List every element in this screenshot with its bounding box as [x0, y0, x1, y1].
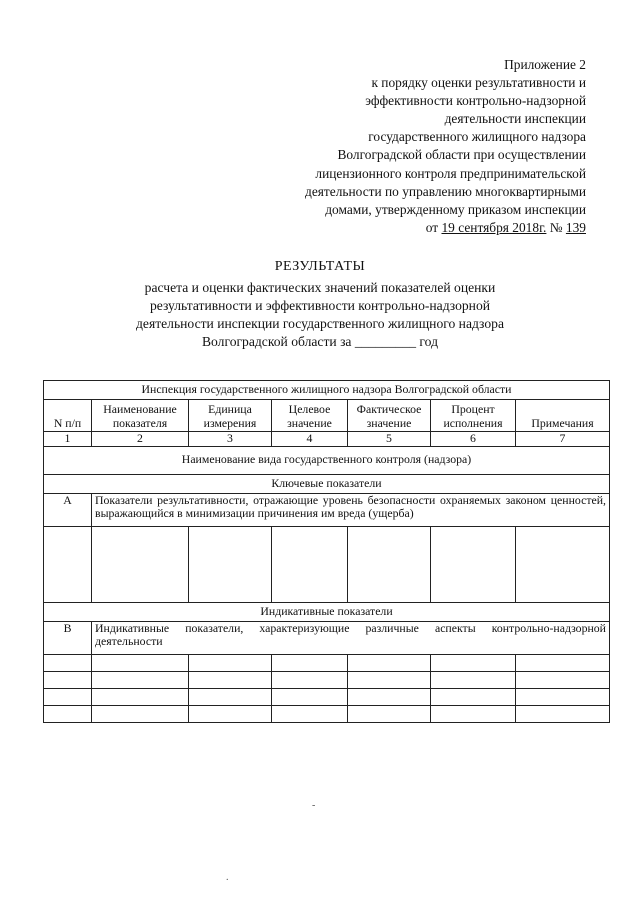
empty-cell [272, 671, 348, 688]
empty-cell [516, 526, 610, 602]
org-header-cell: Инспекция государственного жилищного надзора Волгоградской области [44, 381, 610, 400]
key-section-title: Ключевые показатели [44, 474, 610, 493]
column-header-row [44, 400, 610, 432]
col-number: 7 [516, 432, 610, 447]
indicative-section-title-row [44, 602, 610, 621]
order-number-label: № [549, 219, 563, 235]
col-header-unit: Единица измерения [189, 400, 272, 432]
empty-cell [189, 671, 272, 688]
key-section-description: Показатели результативности, отражающие уровень безопасности охраняемых законом ценностей, выражающийся в минимизации причинения им вреда (ущерба) [92, 493, 610, 526]
org-header-row [44, 381, 610, 400]
results-table [43, 380, 610, 723]
empty-cell [516, 705, 610, 722]
indicative-empty-row [44, 705, 610, 722]
empty-cell [348, 671, 431, 688]
key-section-title-row [44, 474, 610, 493]
empty-cell [431, 526, 516, 602]
title-line: расчета и оценки фактических значений показателей оценки [144, 280, 496, 295]
empty-cell [189, 654, 272, 671]
document-title [0, 258, 640, 351]
indicative-section-description-row [44, 621, 610, 654]
empty-cell [44, 526, 92, 602]
empty-cell [431, 705, 516, 722]
col-header-name: Наименование показателя [92, 400, 189, 432]
appendix-line: к порядку оценки результативности и [371, 75, 586, 91]
appendix-line: эффективности контрольно-надзорной [365, 93, 586, 109]
key-empty-row [44, 526, 610, 602]
indicative-empty-row [44, 688, 610, 705]
title-line: результативности и эффективности контрольно-надзорной [149, 298, 491, 313]
key-section-description-row [44, 493, 610, 526]
column-number-row [44, 432, 610, 447]
col-header-target: Целевое значение [272, 400, 348, 432]
title-line: деятельности инспекции государственного жилищного надзора [136, 316, 504, 331]
empty-cell [189, 705, 272, 722]
col-number: 2 [92, 432, 189, 447]
order-date: 19 сентября 2018г. [441, 219, 547, 235]
empty-cell [44, 671, 92, 688]
scan-mark: - [312, 800, 316, 811]
empty-cell [431, 671, 516, 688]
empty-cell [189, 688, 272, 705]
empty-cell [272, 526, 348, 602]
empty-cell [348, 705, 431, 722]
control-type-row [44, 446, 610, 474]
scan-mark: . [226, 872, 229, 883]
empty-cell [92, 526, 189, 602]
empty-cell [272, 705, 348, 722]
empty-cell [92, 688, 189, 705]
empty-cell [44, 654, 92, 671]
col-header-num: N п/п [44, 400, 92, 432]
col-header-notes: Примечания [516, 400, 610, 432]
empty-cell [44, 705, 92, 722]
control-type-cell: Наименование вида государственного контроля (надзора) [44, 446, 610, 474]
appendix-block [226, 56, 586, 237]
col-header-actual: Фактическое значение [348, 400, 431, 432]
col-number: 3 [189, 432, 272, 447]
title-line: Волгоградской области за _________ год [201, 334, 438, 349]
appendix-line: Волгоградской области при осуществлении [337, 147, 586, 163]
empty-cell [92, 671, 189, 688]
col-number: 4 [272, 432, 348, 447]
empty-cell [348, 526, 431, 602]
empty-cell [516, 671, 610, 688]
appendix-line: государственного жилищного надзора [368, 129, 586, 145]
col-number: 1 [44, 432, 92, 447]
order-number: 139 [565, 219, 586, 235]
title-heading: РЕЗУЛЬТАТЫ [274, 259, 366, 274]
appendix-line: лицензионного контроля предпринимательской [315, 165, 586, 181]
col-number: 6 [431, 432, 516, 447]
col-number: 5 [348, 432, 431, 447]
empty-cell [92, 654, 189, 671]
appendix-line: деятельности по управлению многоквартирными [305, 183, 586, 199]
indicative-empty-row [44, 654, 610, 671]
appendix-line: Приложение 2 [504, 57, 586, 72]
empty-cell [189, 526, 272, 602]
empty-cell [516, 654, 610, 671]
empty-cell [92, 705, 189, 722]
empty-cell [348, 654, 431, 671]
col-header-percent: Процент исполнения [431, 400, 516, 432]
empty-cell [44, 688, 92, 705]
indicative-section-title: Индикативные показатели [44, 602, 610, 621]
indicative-section-description: Индикативные показатели, характеризующие различные аспекты контрольно-надзорной деятельности [92, 621, 610, 654]
empty-cell [516, 688, 610, 705]
indicative-section-code: В [44, 621, 92, 654]
indicative-empty-row [44, 671, 610, 688]
order-reference [226, 219, 586, 237]
empty-cell [272, 688, 348, 705]
key-section-code: А [44, 493, 92, 526]
empty-cell [348, 688, 431, 705]
empty-cell [431, 654, 516, 671]
appendix-line: домами, утвержденному приказом инспекции [325, 201, 586, 217]
order-prefix: от [425, 219, 439, 235]
empty-cell [431, 688, 516, 705]
appendix-line: деятельности инспекции [444, 111, 586, 127]
empty-cell [272, 654, 348, 671]
